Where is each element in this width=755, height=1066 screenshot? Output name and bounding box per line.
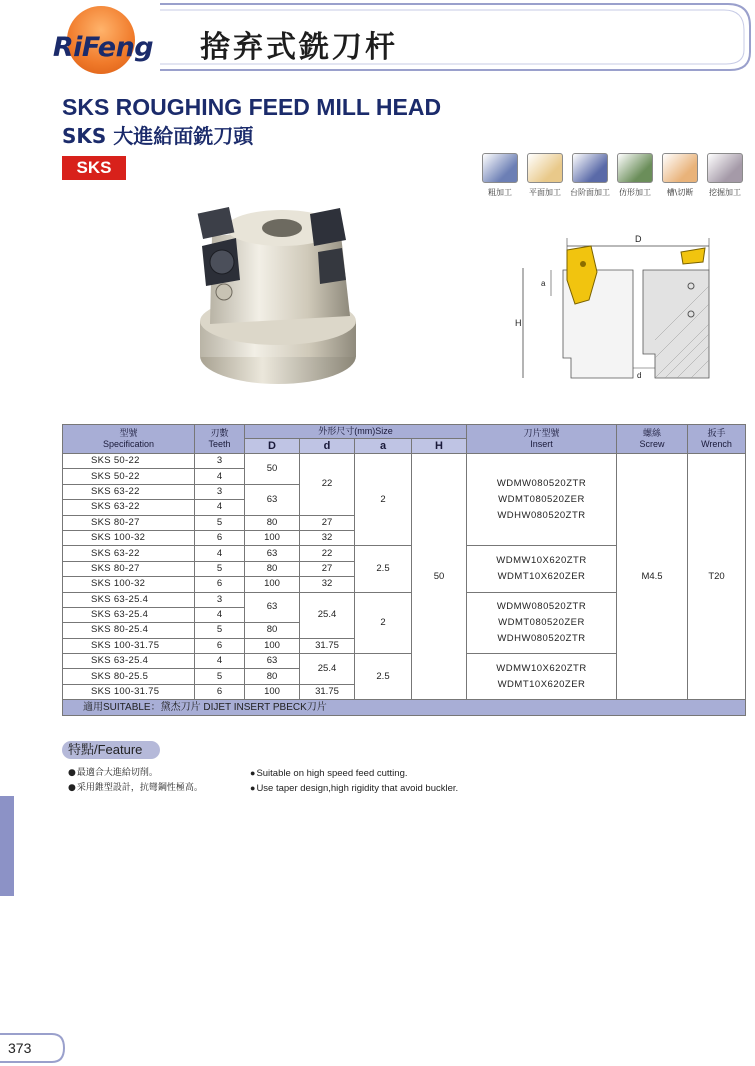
dim-H-label: H xyxy=(515,318,522,328)
application-label: 台阶面加工 xyxy=(570,188,610,197)
feature-list-en xyxy=(250,766,458,796)
col-D: D xyxy=(245,439,300,454)
cell-d: 22 xyxy=(300,454,355,516)
cell-insert: WDMW10X620ZTR WDMT10X620ZER xyxy=(467,654,617,700)
mill-head-image xyxy=(190,196,365,396)
cell-d: 32 xyxy=(300,530,355,545)
side-tab xyxy=(0,796,14,896)
feature-list-cn xyxy=(68,766,203,796)
col-d: d xyxy=(300,439,355,454)
table-row: SKS 63-22 3 63 xyxy=(63,484,746,499)
table-footer: 適用SUITABLE：黛杰刀片 DIJET INSERT PBECK刀片 xyxy=(63,700,746,716)
col-screw: 螺絲 Screw xyxy=(617,425,688,454)
rifeng-logo xyxy=(48,6,158,76)
application-item xyxy=(613,153,657,198)
table-row: SKS 80-27 5 80 27 xyxy=(63,515,746,530)
cell-D: 63 xyxy=(245,592,300,623)
table-row: SKS 100-31.75 6 100 31.75 xyxy=(63,684,746,699)
cell-D: 80 xyxy=(245,623,300,638)
series-badge: SKS xyxy=(62,156,126,180)
list-item: ●最適合大進給切削。 xyxy=(68,768,158,778)
application-icons xyxy=(478,153,748,201)
cell-a: 2 xyxy=(355,592,412,654)
table-row: SKS 63-22 4 xyxy=(63,500,746,515)
cell-a: 2.5 xyxy=(355,546,412,592)
cell-D: 80 xyxy=(245,561,300,576)
table-row: SKS 80-25.4 5 80 xyxy=(63,623,746,638)
cell-D: 100 xyxy=(245,530,300,545)
cell-screw: M4.5 xyxy=(617,454,688,700)
list-item: ●Use taper design,high rigidity that avoid buckler. xyxy=(250,783,459,794)
page-title-cn: SKS 大進給面銑刀頭 xyxy=(62,124,254,148)
dim-d-label: d xyxy=(637,371,642,380)
list-item: ●Suitable on high speed feed cutting. xyxy=(250,768,408,779)
cell-d: 27 xyxy=(300,561,355,576)
slotting-icon xyxy=(662,153,698,183)
table-row: SKS 63-25.4 3 63 25.4 2 WDMW080520ZTR WDMT080520ZER WDHW080520ZTR xyxy=(63,592,746,607)
application-label: 挖掘加工 xyxy=(709,188,741,197)
table-row: SKS 63-25.4 4 63 25.4 2.5 WDMW10X620ZTR WDMT10X620ZER xyxy=(63,654,746,669)
shoulder-milling-icon xyxy=(572,153,608,183)
col-wrench: 扳手 Wrench xyxy=(688,425,746,454)
cell-d: 25.4 xyxy=(300,592,355,638)
dimension-drawing xyxy=(505,228,723,388)
cell-d: 27 xyxy=(300,515,355,530)
table-row: SKS 100-31.75 6 100 31.75 xyxy=(63,638,746,653)
table-row: SKS 100-32 6 100 32 xyxy=(63,530,746,545)
page-title-en: SKS ROUGHING FEED MILL HEAD xyxy=(62,94,442,120)
table-row: SKS 63-25.4 4 xyxy=(63,607,746,622)
cell-D: 100 xyxy=(245,577,300,592)
cell-d: 25.4 xyxy=(300,654,355,685)
table-row: SKS 50-22 4 xyxy=(63,469,746,484)
table-row: SKS 63-22 4 63 22 2.5 WDMW10X620ZTR WDMT10X620ZER xyxy=(63,546,746,561)
cell-D: 50 xyxy=(245,454,300,485)
application-item xyxy=(523,153,567,198)
cell-D: 100 xyxy=(245,684,300,699)
cell-D: 80 xyxy=(245,669,300,684)
cell-D: 80 xyxy=(245,515,300,530)
face-milling-icon xyxy=(527,153,563,183)
col-a: a xyxy=(355,439,412,454)
application-item xyxy=(703,153,747,198)
cell-wrench: T20 xyxy=(688,454,746,700)
cell-d: 31.75 xyxy=(300,684,355,699)
header-title: 捨弃式銑刀杆 xyxy=(200,30,398,65)
application-label: 仿形加工 xyxy=(619,188,651,197)
roughing-icon xyxy=(482,153,518,183)
cell-d: 32 xyxy=(300,577,355,592)
dim-a-label: a xyxy=(541,279,546,288)
cell-a: 2.5 xyxy=(355,654,412,700)
cell-insert: WDMW080520ZTR WDMT080520ZER WDHW080520ZTR xyxy=(467,454,617,546)
col-size: 外形尺寸(mm)Size xyxy=(245,425,467,439)
table-row: SKS 100-32 6 100 32 xyxy=(63,577,746,592)
application-label: 粗加工 xyxy=(488,188,512,197)
application-item xyxy=(478,153,522,198)
cell-a: 2 xyxy=(355,454,412,546)
feature-title: 特點/Feature xyxy=(62,741,160,759)
cell-H: 50 xyxy=(412,454,467,700)
profiling-icon xyxy=(617,153,653,183)
application-item xyxy=(568,153,612,198)
cell-D: 100 xyxy=(245,638,300,653)
cell-d: 22 xyxy=(300,546,355,561)
col-spec: 型號 Specification xyxy=(63,425,195,454)
cell-D: 63 xyxy=(245,484,300,515)
cell-D: 63 xyxy=(245,654,300,669)
cell-insert: WDMW10X620ZTR WDMT10X620ZER xyxy=(467,546,617,592)
cell-D: 63 xyxy=(245,546,300,561)
application-item xyxy=(658,153,702,198)
application-label: 槽\切断 xyxy=(666,188,694,197)
cell-d: 31.75 xyxy=(300,638,355,653)
table-row: SKS 80-27 5 80 27 xyxy=(63,561,746,576)
application-label: 平面加工 xyxy=(529,188,561,197)
list-item: ●采用錐型設計，抗彎鋼性極高。 xyxy=(68,783,203,793)
col-insert: 刀片型號 Insert xyxy=(467,425,617,454)
page-number: 373 xyxy=(8,1040,32,1056)
plunging-icon xyxy=(707,153,743,183)
col-H: H xyxy=(412,439,467,454)
table-row: SKS 50-22 3 50 22 2 50 WDMW080520ZTR WDMT080520ZER WDHW080520ZTR M4.5 T20 xyxy=(63,454,746,469)
cell-insert: WDMW080520ZTR WDMT080520ZER WDHW080520ZTR xyxy=(467,592,617,654)
dim-D-label: D xyxy=(635,234,642,244)
logo-brand: RiFeng xyxy=(52,32,154,63)
col-teeth: 刃數 Teeth xyxy=(195,425,245,454)
table-row: SKS 80-25.5 5 80 xyxy=(63,669,746,684)
spec-table xyxy=(62,424,746,716)
